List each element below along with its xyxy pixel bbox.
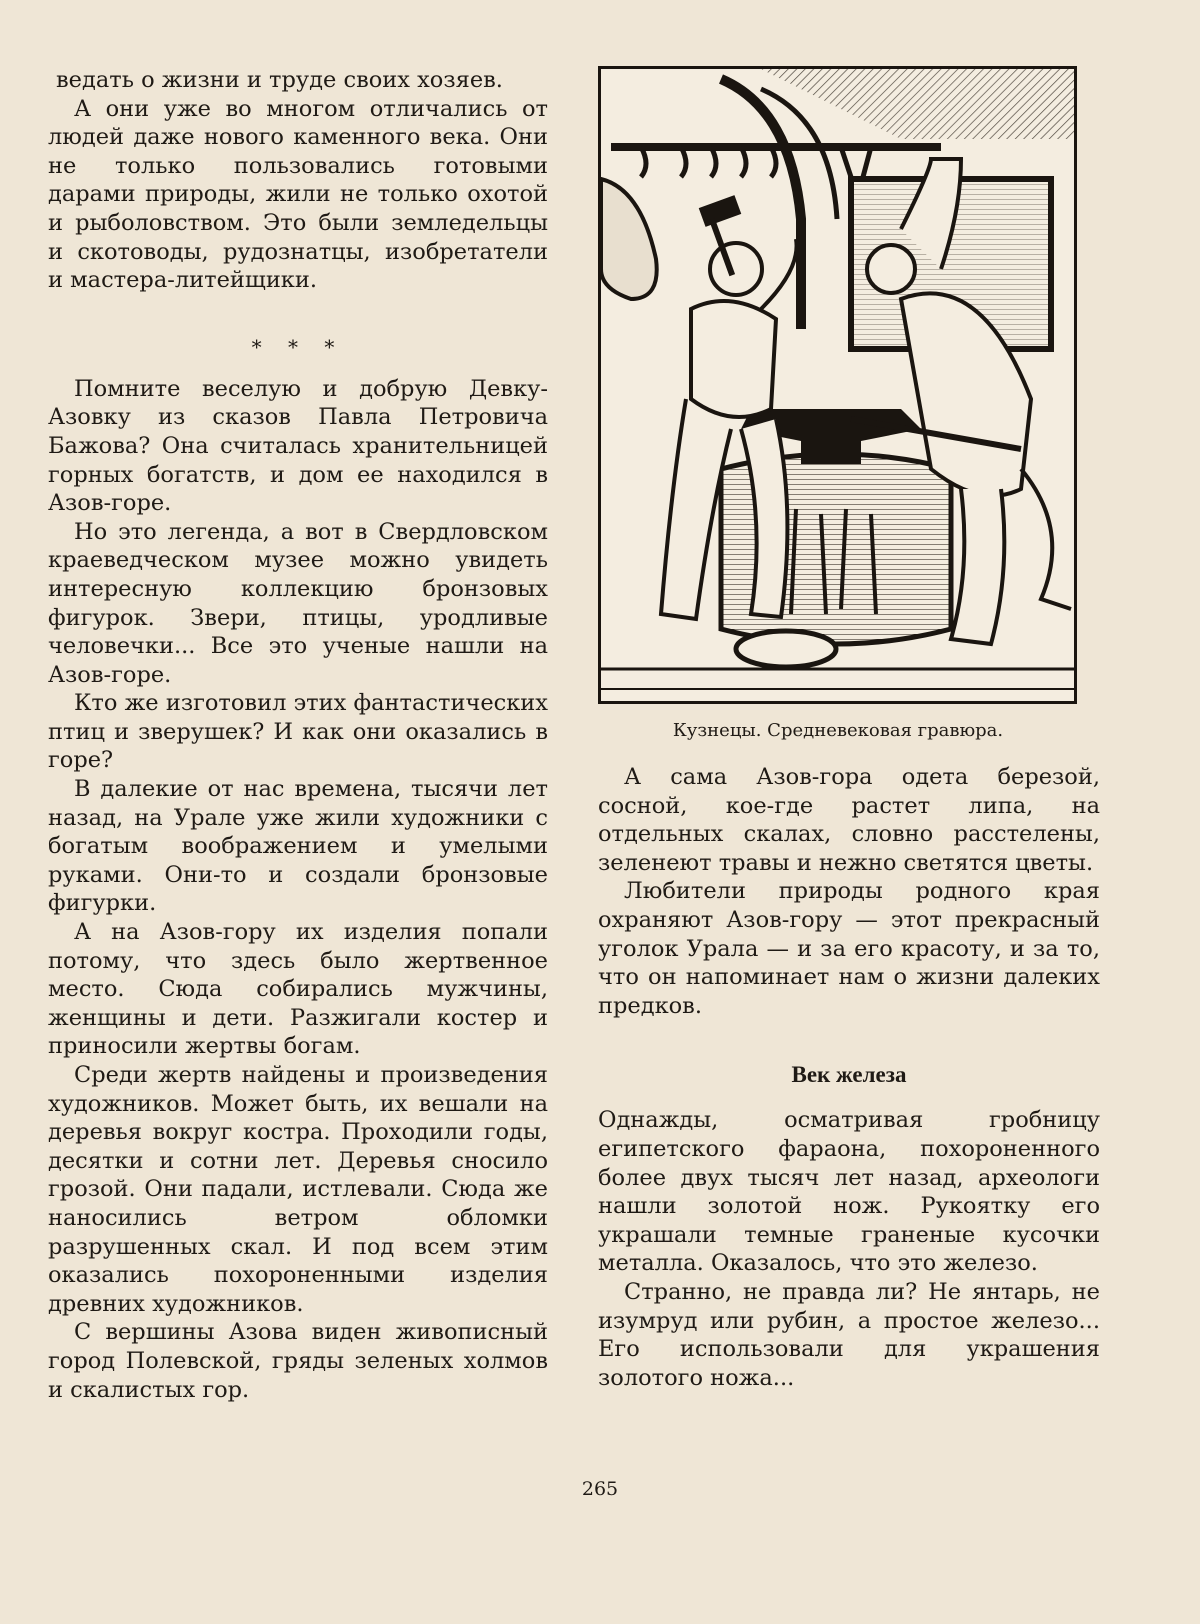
paragraph: Любители природы родного края охраняют Азов-гору — этот прекрасный уголок Урала — и за его красоту, и за то, что он напоминает нам о жизни далеких предков.	[598, 878, 1100, 1019]
paragraph: ведать о жизни и труде своих хозяев.	[56, 67, 503, 93]
left-column	[48, 66, 548, 1404]
blacksmiths-engraving	[598, 66, 1077, 704]
right-column	[598, 66, 1100, 1392]
figure-caption: Кузнецы. Средневековая гравюра.	[672, 720, 1004, 741]
paragraph: С вершины Азова виден живописный город Полевской, гряды зеленых холмов и скалистых гор.	[48, 1319, 548, 1403]
section-separator: * * *	[251, 334, 345, 359]
paragraph: Однажды, осматривая гробницу египетского фараона, похороненного более двух тысяч лет назад, археологи нашли золотой нож. Рукоятку его украшали темные граненые кусочки металла. Оказалось, что это железо.	[598, 1107, 1100, 1277]
paragraph: А на Азов-гору их изделия попали потому, что здесь было жертвенное место. Сюда собирались мужчины, женщины и дети. Разжигали костер и приносили жертвы богам.	[48, 919, 548, 1060]
paragraph: Среди жертв найдены и произведения художников. Может быть, их вешали на деревья вокруг костра. Проходили годы, десятки и сотни лет. Деревья сносило грозой. Они падали, истлевали. Сюда же наносились ветром обломки разрушенных скал. И под всем этим оказались похороненными изделия древних художников.	[48, 1062, 548, 1317]
paragraph: Кто же изготовил этих фантастических птиц и зверушек? И как они оказались в горе?	[48, 690, 548, 774]
paragraph: В далекие от нас времена, тысячи лет назад, на Урале уже жили художники с богатым воображением и умелыми руками. Они-то и создали бронзовые фигурки.	[48, 776, 548, 917]
engraving-illustration	[601, 69, 1074, 701]
paragraph: А они уже во многом отличались от людей даже нового каменного века. Они не только пользовались готовыми дарами природы, жили не только охотой и рыболовством. Это были земледельцы и скотоводы, рудознатцы, изобретатели и мастера-литейщики.	[48, 95, 548, 294]
section-heading: Век железа	[791, 1062, 907, 1088]
paragraph: Помните веселую и добрую Девку-Азовку из сказов Павла Петровича Бажова? Она считалась хранительницей горных богатств, и дом ее находился в Азов-горе.	[48, 375, 548, 517]
paragraph: Странно, не правда ли? Не янтарь, не изумруд или рубин, а простое железо... Его использовали для украшения золотого ножа...	[598, 1278, 1100, 1391]
paragraph: Но это легенда, а вот в Свердловском краеведческом музее можно увидеть интересную коллекцию бронзовых фигурок. Звери, птицы, уродливые человечки... Все это ученые нашли на Азов-горе.	[48, 518, 548, 688]
page-number: 265	[581, 1478, 619, 1500]
paragraph: А сама Азов-гора одета березой, сосной, кое-где растет липа, на отдельных скалах, словно расстелены, зеленеют травы и нежно светятся цветы.	[598, 764, 1100, 876]
